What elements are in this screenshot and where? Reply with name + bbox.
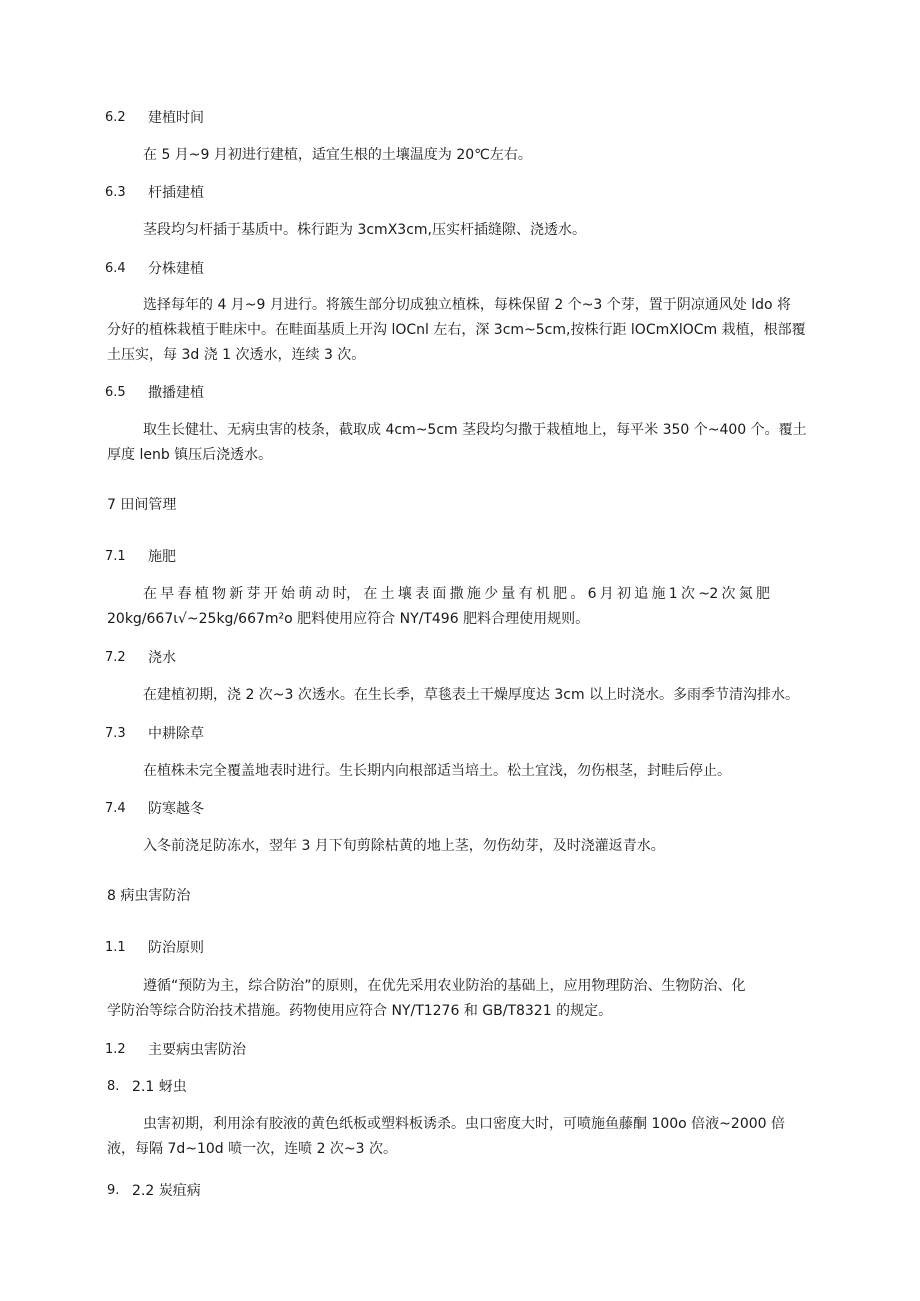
paragraph-line: 在 5 月~9 月初进行建植，适宜生根的土壤温度为 20℃左右。 [143,147,532,163]
section-number: 6.3 [105,185,126,200]
paragraph-line: 分好的植株栽植于畦床中。在畦面基质上开沟 lOCnl 左右，深 3cm~5cm,按株行距 lOCmXlOCm 栽植，根部覆 [107,322,806,338]
paragraph-line: 茎段均匀杆插于基质中。株行距为 3cmX3cm,压实杆插缝隙、浇透水。 [143,222,586,238]
section-heading: 2.1 蚜虫 [132,1079,187,1095]
section-heading: 浇水 [148,650,176,666]
paragraph-line: 遵循“预防为主，综合防治”的原则，在优先采用农业防治的基础上，应用物理防治、生物防治、化 [143,978,746,994]
section-heading: 2.2 炭疽病 [132,1183,201,1199]
section-heading: 分株建植 [148,261,204,277]
paragraph-line: 入冬前浇足防冻水，翌年 3 月下旬剪除枯黄的地上茎，勿伤幼芽，及时浇灌返青水。 [143,838,665,854]
paragraph-line: 在 早 春 植 物 新 芽 开 始 萌 动 时， 在 土 壤 表 面 撒 施 少 量 有 机 肥 。 6 月 初 追 施 1 次 ~2 次 氮 肥 [143,586,770,602]
paragraph-line: 厚度 lenb 镇压后浇透水。 [107,447,273,463]
section-number: 7.1 [105,549,126,564]
paragraph-line: 虫害初期，利用涂有胶液的黄色纸板或塑料板诱杀。虫口密度大时，可喷施鱼藤酮 100o 倍液~2000 倍 [143,1116,785,1132]
paragraph-line: 在建植初期，浇 2 次~3 次透水。在生长季，草毯表土干燥厚度达 3cm 以上时浇水。多雨季节清沟排水。 [143,687,800,703]
section-heading: 建植时间 [148,110,204,126]
section-number: 6.2 [105,110,126,125]
section-heading: 施肥 [148,549,176,565]
paragraph-line: 在植株未完全覆盖地表时进行。生长期内向根部适当培土。松土宜浅，勿伤根茎，封畦后停止。 [143,763,731,779]
paragraph-line: 土压实，每 3d 浇 1 次透水，连续 3 次。 [107,347,366,363]
section-number: 6.4 [105,261,126,276]
paragraph-line: 选择每年的 4 月~9 月进行。将簇生部分切成独立植株，每株保留 2 个~3 个芽，置于阴凉通风处 ldo 将 [143,297,792,313]
section-number: 1.2 [105,1042,126,1057]
chapter-heading: 8 病虫害防治 [107,888,191,904]
paragraph-line: 20kg∕667ι√~25kg∕667m²o 肥料使用应符合 NY/T496 肥料合理使用规则。 [107,611,590,627]
section-heading: 主要病虫害防治 [148,1042,246,1058]
paragraph-line: 取生长健壮、无病虫害的枝条，截取成 4cm~5cm 茎段均匀撒于栽植地上，每平米 350 个~400 个。覆土 [143,422,807,438]
section-number: 1.1 [105,940,126,955]
section-number: 9. [107,1183,120,1198]
section-heading: 防治原则 [148,940,204,956]
section-heading: 撒播建植 [148,385,204,401]
paragraph-line: 液，每隔 7d~10d 喷一次，连喷 2 次~3 次。 [107,1141,398,1157]
section-heading: 杆插建植 [148,185,204,201]
section-number: 8. [107,1079,120,1094]
section-number: 6.5 [105,385,126,400]
section-number: 7.2 [105,650,126,665]
section-heading: 中耕除草 [148,726,204,742]
chapter-heading: 7 田间管理 [107,497,177,513]
paragraph-line: 学防治等综合防治技术措施。药物使用应符合 NY/T1276 和 GB/T8321 的规定。 [107,1003,613,1019]
section-number: 7.3 [105,726,126,741]
section-number: 7.4 [105,801,126,816]
section-heading: 防寒越冬 [148,801,204,817]
